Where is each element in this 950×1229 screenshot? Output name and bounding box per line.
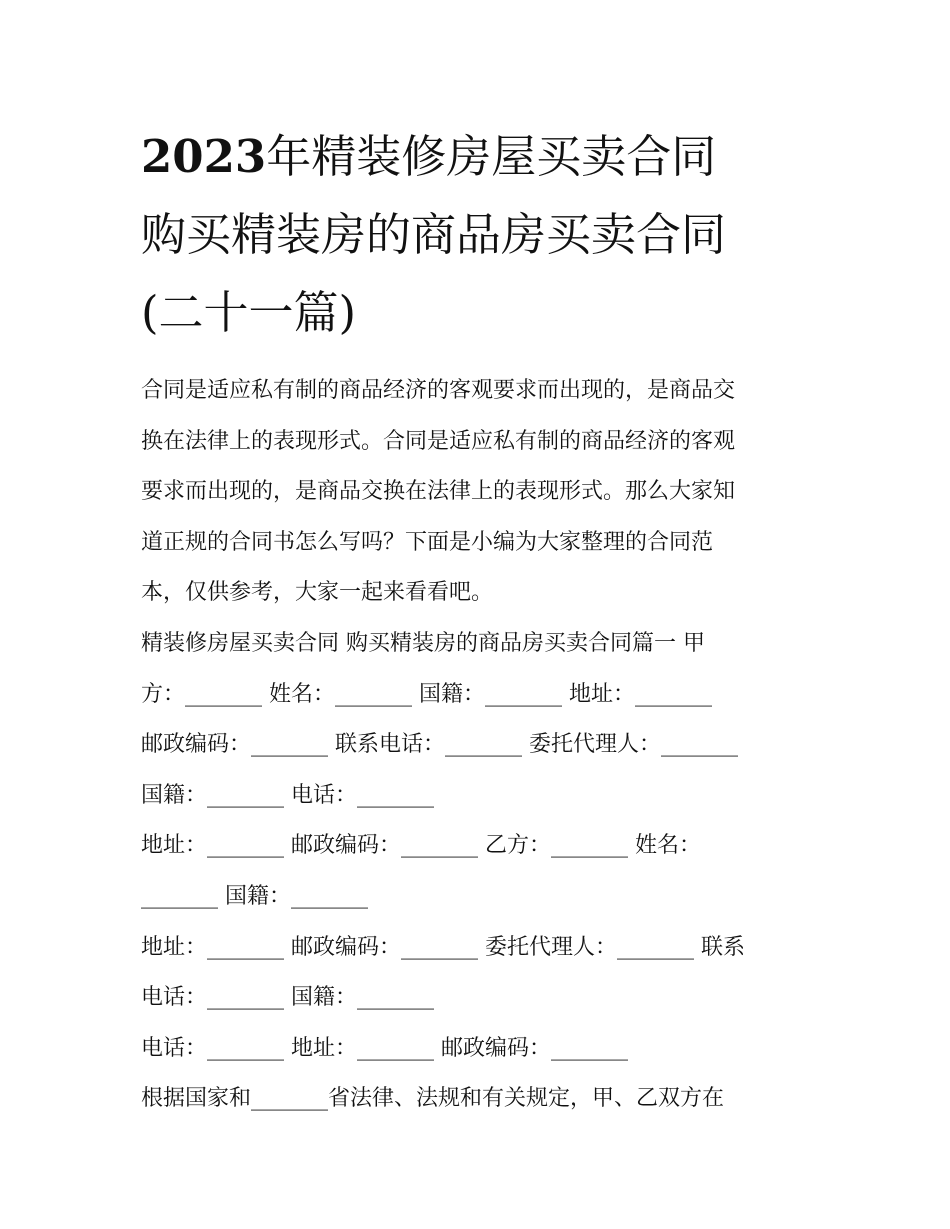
body-line: 电话：_______ 地址：_______ 邮政编码：_______	[141, 1035, 628, 1061]
body-line: 换在法律上的表现形式。合同是适应私有制的商品经济的客观	[141, 428, 736, 454]
document-title	[141, 118, 821, 352]
body-line: 邮政编码：_______ 联系电话：_______ 委托代理人：_______	[141, 732, 738, 758]
body-line: _______ 国籍：_______	[141, 883, 368, 909]
title-line-2: 购买精装房的商品房买卖合同	[141, 208, 727, 261]
document-page	[141, 118, 821, 1125]
body-line: 地址：_______ 邮政编码：_______ 委托代理人：_______ 联系	[141, 934, 745, 960]
body-line: 方：_______ 姓名：_______ 国籍：_______ 地址：_______	[141, 681, 712, 707]
body-line: 地址：_______ 邮政编码：_______ 乙方：_______ 姓名：	[141, 833, 701, 859]
body-line: 道正规的合同书怎么写吗？下面是小编为大家整理的合同范	[141, 529, 714, 555]
body-line: 要求而出现的，是商品交换在法律上的表现形式。那么大家知	[141, 479, 736, 505]
body-line: 国籍：_______ 电话：_______	[141, 782, 434, 808]
body-line: 本，仅供参考，大家一起来看看吧。	[141, 580, 494, 606]
title-line-1	[141, 118, 821, 196]
body-line: 电话：_______ 国籍：_______	[141, 985, 434, 1011]
title-line-3: (二十一篇)	[141, 286, 357, 339]
document-body	[141, 366, 821, 1125]
title-year: 2023	[141, 130, 267, 183]
body-line: 根据国家和_______省法律、法规和有关规定，甲、乙双方在	[141, 1086, 725, 1112]
body-line: 精装修房屋买卖合同 购买精装房的商品房买卖合同篇一 甲	[141, 630, 705, 656]
body-line: 合同是适应私有制的商品经济的客观要求而出现的，是商品交	[141, 378, 736, 403]
title-line-1-text: 年精装修房屋买卖合同	[266, 130, 717, 183]
